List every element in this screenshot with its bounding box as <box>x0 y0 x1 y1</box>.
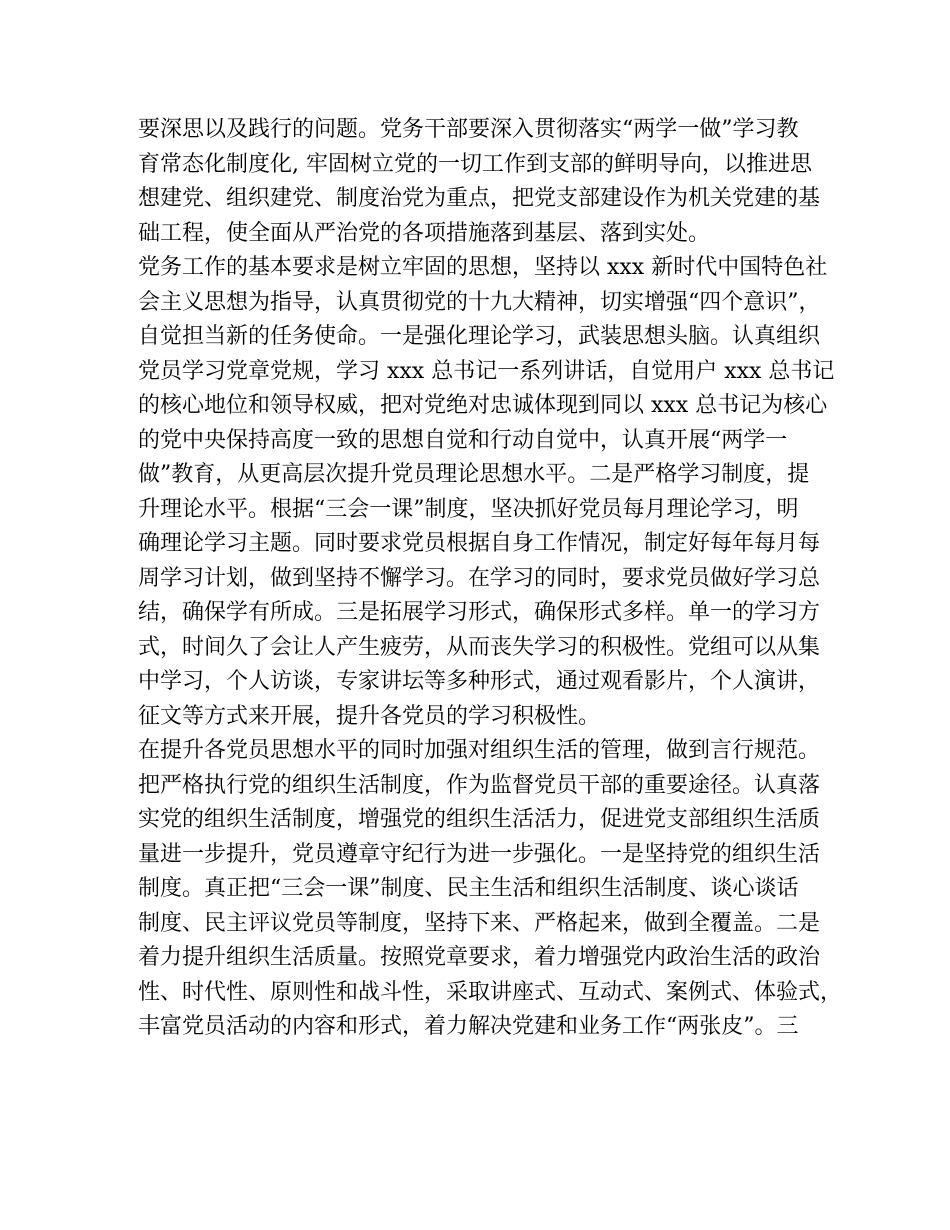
text-line: 周学习计划，做到坚持不懈学习。在学习的同时，要求党员做好学习总 <box>138 565 821 591</box>
paragraph-2 <box>138 251 835 734</box>
text-line: 征文等方式来开展，提升各党员的学习积极性。 <box>138 703 601 729</box>
text-line: 做”教育，从更高层次提升党员理论思想水平。二是严格学习制度，提 <box>138 462 810 487</box>
paragraph-1 <box>138 113 828 251</box>
text-line: 确理论学习主题。同时要求党员根据自身工作情况，制定好每年每月每 <box>138 531 821 556</box>
text-line: 中学习，个人访谈，专家讲坛等多种形式，通过观看影片，个人演讲， <box>138 669 821 694</box>
text-line: 想建党、组织建党、制度治党为重点，把党支部建设作为机关党建的基 <box>138 186 821 211</box>
text-line: 育常态化制度化, 牢固树立党的一切工作到支部的鲜明导向，以推进思 <box>138 151 812 177</box>
text-line: 着力提升组织生活质量。按照党章要求，着力增强党内政治生活的政治 <box>138 945 821 970</box>
text-line: 础工程，使全面从严治党的各项措施落到基层、落到实处。 <box>138 220 711 246</box>
text-line: 实党的组织生活制度，增强党的组织生活活力，促进党支部组织生活质 <box>138 807 821 832</box>
text-line: 性、时代性、原则性和战斗性，采取讲座式、互动式、案例式、体验式， <box>138 979 843 1005</box>
document-body <box>138 113 843 1045</box>
text-line: 把严格执行党的组织生活制度，作为监督党员干部的重要途径。认真落 <box>138 772 821 798</box>
text-line: 量进一步提升，党员遵章守纪行为进一步强化。一是坚持党的组织生活 <box>138 841 821 867</box>
text-line: 制度、民主评议党员等制度，坚持下来、严格起来，做到全覆盖。二是 <box>138 910 821 936</box>
text-line: 会主义思想为指导，认真贯彻党的十九大精神，切实增强“四个意识”， <box>138 289 821 315</box>
text-line: 式，时间久了会让人产生疲劳，从而丧失学习的积极性。党组可以从集 <box>138 634 821 660</box>
text-line: 党务工作的基本要求是树立牢固的思想，坚持以 xxx 新时代中国特色社 <box>138 255 828 280</box>
text-line: 党员学习党章党规，学习 xxx 总书记一系列讲话，自觉用户 xxx 总书记 <box>138 358 835 384</box>
text-line: 制度。真正把“三会一课”制度、民主生活和组织生活制度、谈心谈话 <box>138 876 799 901</box>
text-line: 的核心地位和领导权威，把对党绝对忠诚体现到同以 xxx 总书记为核心 <box>138 393 828 418</box>
text-line: 结，确保学有所成。三是拓展学习形式，确保形式多样。单一的学习方 <box>138 600 821 625</box>
text-line: 自觉担当新的任务使命。一是强化理论学习，武装思想头脑。认真组织 <box>138 324 821 349</box>
paragraph-3 <box>138 734 843 1045</box>
text-line: 在提升各党员思想水平的同时加强对组织生活的管理，做到言行规范。 <box>138 738 821 763</box>
text-line: 升理论水平。根据“三会一课”制度，坚决抓好党员每月理论学习，明 <box>138 496 799 522</box>
text-line: 要深思以及践行的问题。党务干部要深入贯彻落实“两学一做”学习教 <box>138 117 799 142</box>
text-line: 丰富党员活动的内容和形式，着力解决党建和业务工作“两张皮”。三 <box>138 1014 799 1039</box>
text-line: 的党中央保持高度一致的思想自觉和行动自觉中，认真开展“两学一 <box>138 427 788 453</box>
